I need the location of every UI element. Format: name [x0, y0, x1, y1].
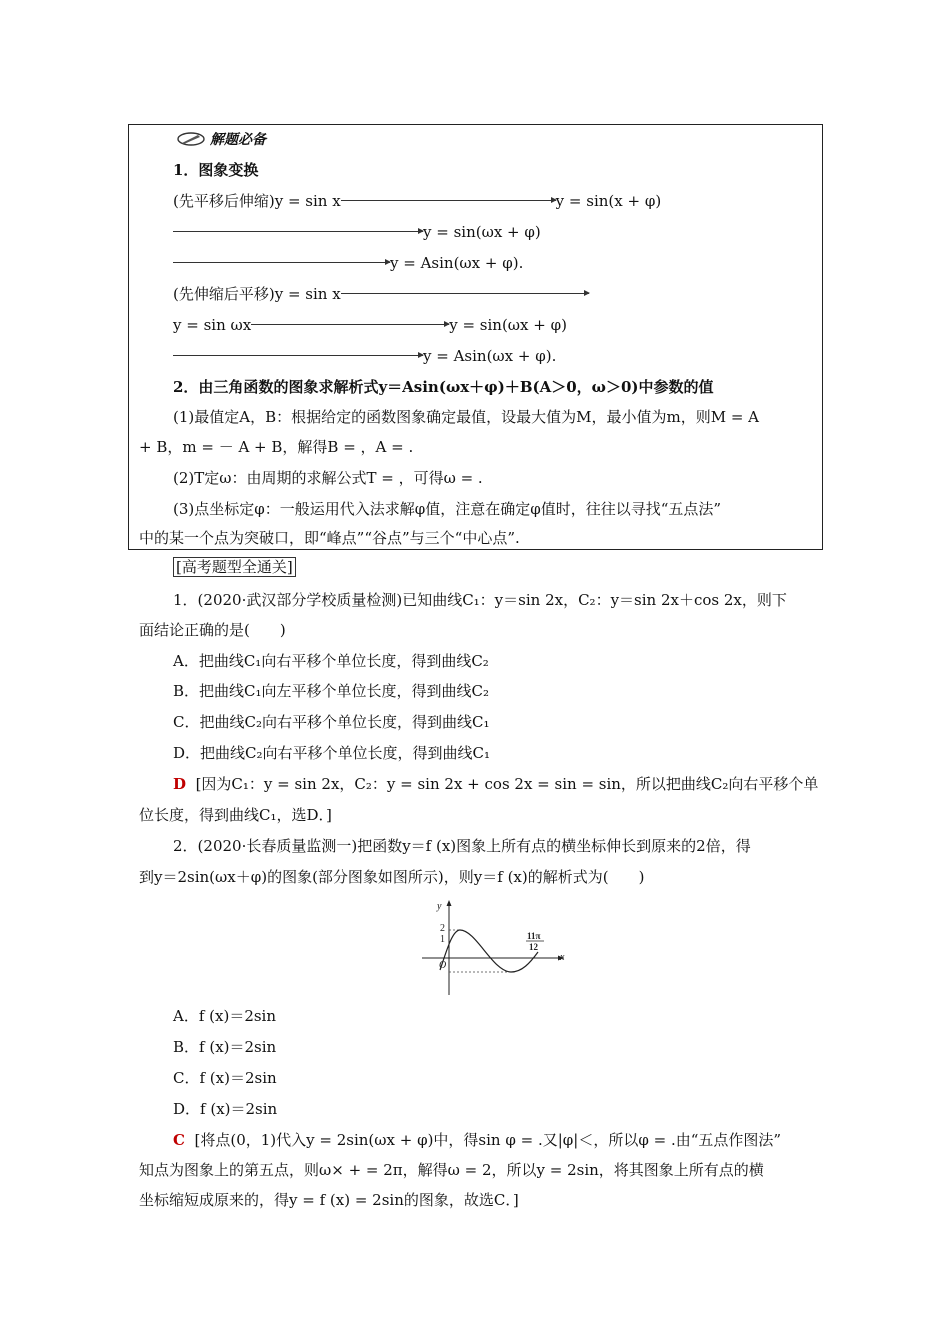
- q1-option-a: A．把曲线C₁向右平移个单位长度，得到曲线C₂: [173, 652, 489, 670]
- q1-stem-b: 面结论正确的是( ): [139, 621, 286, 639]
- q2-solution-a: C [将点(0，1)代入y = 2sin(ωx + φ)中，得sin φ = .又|φ|＜，所以φ = .由“五点作图法”: [173, 1131, 782, 1149]
- q1-option-b: B．把曲线C₁向左平移个单位长度，得到曲线C₂: [173, 682, 490, 700]
- pen-icon: [176, 131, 206, 147]
- arrow-icon: [341, 200, 556, 201]
- transform-row-1: (先平移后伸缩)y = sin x y = sin(x + φ): [173, 192, 662, 210]
- y-label: y: [437, 901, 442, 912]
- origin-label: O: [439, 960, 447, 971]
- q2-stem-a: 2．(2020·长春质量监测一)把函数y＝f (x)图象上所有点的横坐标伸长到原来的2倍，得: [173, 837, 751, 855]
- param-3a: (3)点坐标定φ：一般运用代入法求解φ值，注意在确定φ值时，往往以寻找“五点法”: [173, 500, 722, 518]
- frac-num: 11π: [527, 931, 541, 941]
- q2-option-b: B．f (x)＝2sin: [173, 1038, 277, 1056]
- q2-solution-b: 知点为图象上的第五点，则ω× + = 2π，解得ω = 2，所以y = 2sin，将其图象上所有点的横: [139, 1161, 764, 1179]
- q1-option-c: C．把曲线C₂向右平移个单位长度，得到曲线C₁: [173, 713, 490, 731]
- param-2: (2)T定ω：由周期的求解公式T = ，可得ω = .: [173, 469, 483, 487]
- transform-row-3: y = Asin(ωx + φ).: [173, 253, 523, 273]
- transform-row-6: y = Asin(ωx + φ).: [173, 346, 556, 366]
- x-label: x: [560, 952, 565, 963]
- q2-option-c: C．f (x)＝2sin: [173, 1069, 277, 1087]
- section-badge: [176, 128, 266, 150]
- heading-transform: 1．图象变换: [173, 161, 259, 179]
- q2-answer: C: [173, 1131, 185, 1149]
- tick-1: 1: [440, 934, 445, 945]
- q1-stem-a: 1．(2020·武汉部分学校质量检测)已知曲线C₁：y＝sin 2x，C₂：y＝sin 2x＋cos 2x，则下: [173, 591, 787, 609]
- tick-2: 2: [440, 923, 445, 934]
- q1-option-d: D．把曲线C₂向右平移个单位长度，得到曲线C₁: [173, 744, 491, 762]
- arrow-icon: [251, 324, 449, 325]
- frac-den: 12: [529, 942, 538, 952]
- param-3b: 中的某一个点为突破口，即“峰点”“谷点”与三个“中心点”.: [139, 529, 520, 547]
- q2-stem-b: 到y＝2sin(ωx＋φ)的图象(部分图象如图所示)，则y＝f (x)的解析式为( ): [139, 868, 645, 886]
- q1-answer: D: [173, 775, 187, 793]
- arrow-icon: [173, 262, 390, 263]
- arrow-icon: [341, 293, 589, 294]
- transform-row-2: y = sin(ωx + φ): [173, 222, 541, 242]
- y-axis-arrow-icon: [447, 900, 452, 906]
- q2-solution-c: 坐标缩短成原来的，得y = f (x) = 2sin的图象，故选C．]: [139, 1191, 519, 1209]
- param-1a: (1)最值定A，B：根据给定的函数图象确定最值，设最大值为M，最小值为m，则M = A: [173, 408, 759, 426]
- q2-option-d: D．f (x)＝2sin: [173, 1100, 278, 1118]
- transform-row-5: y = sin ωx y = sin(ωx + φ): [173, 316, 567, 334]
- badge-title: 解题必备: [210, 132, 266, 148]
- arrow-icon: [173, 231, 423, 232]
- sine-graph-figure: [418, 897, 578, 997]
- q1-solution-a: D [因为C₁：y = sin 2x，C₂：y = sin 2x + cos 2x = sin = sin，所以把曲线C₂向右平移个单: [173, 775, 819, 793]
- arrow-icon: [173, 355, 423, 356]
- param-1b: + B，m = － A + B，解得B = ，A = .: [139, 438, 414, 456]
- q1-solution-b: 位长度，得到曲线C₁，选D．]: [139, 806, 332, 824]
- transform-row-4: (先伸缩后平移)y = sin x: [173, 284, 589, 304]
- section-title: [高考题型全通关]: [173, 557, 296, 577]
- q2-option-a: A．f (x)＝2sin: [173, 1007, 277, 1025]
- sine-curve: [440, 930, 538, 972]
- heading-params: 2．由三角函数的图象求解析式y＝Asin(ωx＋φ)＋B(A＞0，ω＞0)中参数的值: [173, 378, 714, 396]
